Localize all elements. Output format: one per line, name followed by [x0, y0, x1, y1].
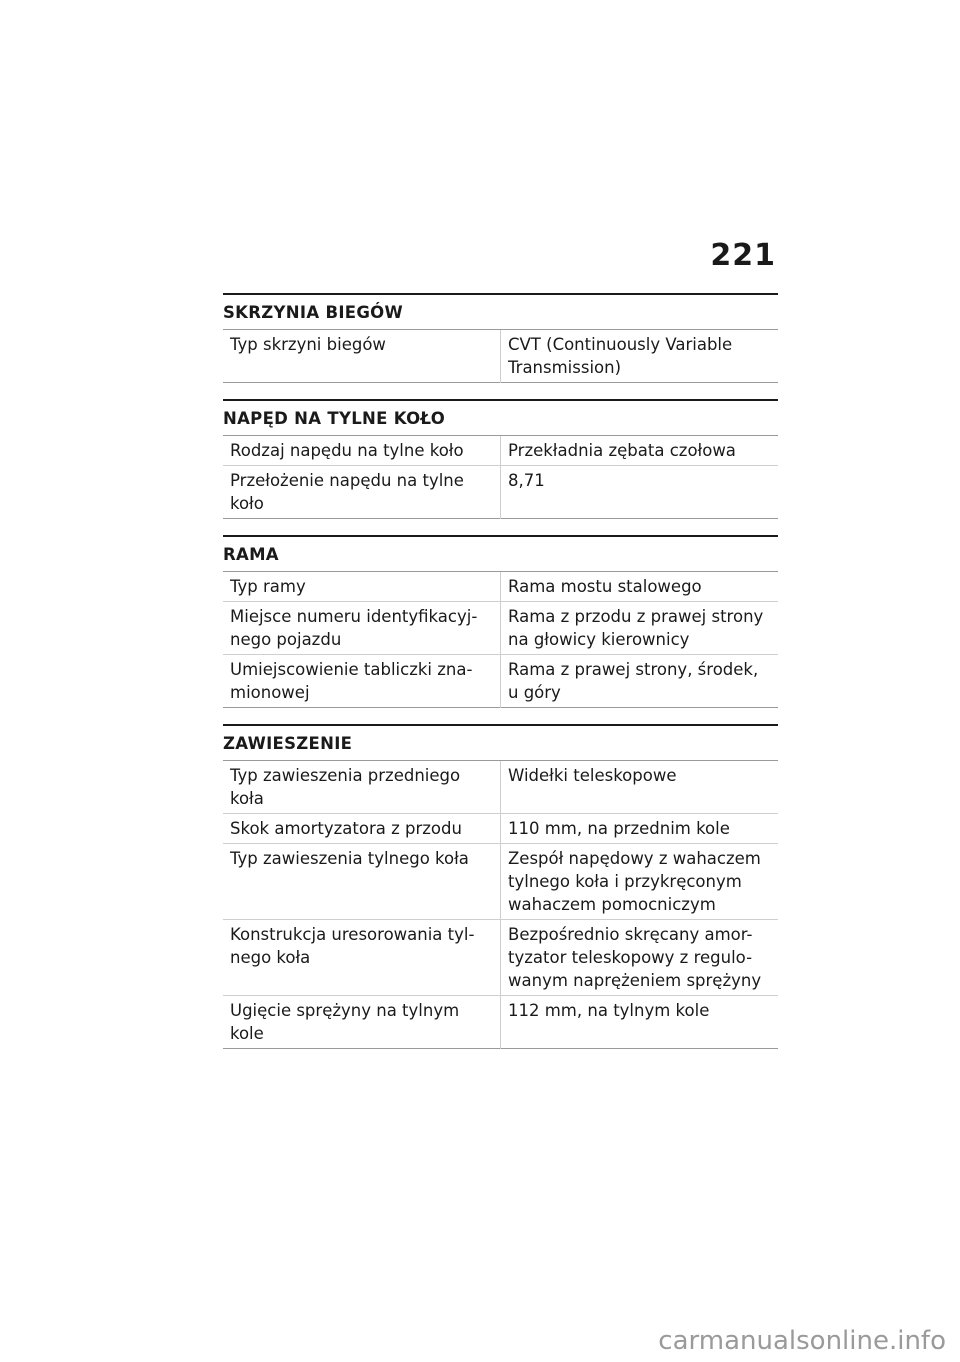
spec-table: [223, 572, 778, 708]
table-row: [223, 466, 778, 519]
spec-value: Przekładnia zębata czołowa: [508, 441, 736, 460]
spec-label: Konstrukcja uresorowania tyl-nego koła: [223, 920, 501, 996]
section-suspension: [223, 724, 778, 1049]
spec-label: Skok amortyzatora z przodu: [223, 814, 501, 844]
spec-table: [223, 436, 778, 519]
spec-value: CVT (Continuously Variable Transmission): [508, 335, 733, 377]
page-number: 221: [710, 238, 776, 273]
table-row: [223, 330, 778, 383]
table-row: [223, 814, 778, 844]
spec-content: [223, 293, 778, 1065]
section-frame: [223, 535, 778, 708]
table-row: [223, 602, 778, 655]
table-row: [223, 655, 778, 708]
spec-label: Przełożenie napędu na tylne koło: [223, 466, 501, 519]
table-row: [223, 761, 778, 814]
table-row: [223, 572, 778, 602]
spec-value: Rama mostu stalowego: [508, 577, 702, 596]
spec-label: Miejsce numeru identyfikacyj-nego pojazdu: [223, 602, 501, 655]
spec-value: 8,71: [501, 466, 779, 519]
section-title: RAMA: [223, 535, 778, 572]
spec-value: Rama z przodu z prawej strony na głowicy kierownicy: [501, 602, 779, 655]
table-row: [223, 844, 778, 920]
table-row: [223, 996, 778, 1049]
section-title: SKRZYNIA BIEGÓW: [223, 293, 778, 330]
spec-label: Ugięcie sprężyny na tylnym kole: [223, 996, 501, 1049]
section-rear-drive: [223, 399, 778, 519]
spec-table: [223, 761, 778, 1049]
spec-value: 110 mm, na przednim kole: [501, 814, 779, 844]
spec-value: Zespół napędowy z wahaczem tylnego koła i przykręconym wahaczem pomocniczym: [501, 844, 779, 920]
spec-label: Typ zawieszenia przedniego koła: [223, 761, 501, 814]
spec-value: Bezpośrednio skręcany amor-tyzator teleskopowy z regulo-wanym naprężeniem sprężyny: [501, 920, 779, 996]
spec-label: Umiejscowienie tabliczki zna-mionowej: [223, 655, 501, 708]
watermark: carmanualsonline.info: [658, 1326, 946, 1356]
spec-value: Widełki teleskopowe: [508, 766, 677, 785]
section-title: NAPĘD NA TYLNE KOŁO: [223, 399, 778, 436]
spec-label: Rodzaj napędu na tylne koło: [223, 436, 501, 466]
table-row: [223, 436, 778, 466]
section-gearbox: [223, 293, 778, 383]
spec-label: Typ ramy: [223, 572, 501, 602]
spec-label: Typ skrzyni biegów: [223, 330, 501, 383]
table-row: [223, 920, 778, 996]
spec-value: Rama z prawej strony, środek, u góry: [501, 655, 779, 708]
spec-value: 112 mm, na tylnym kole: [501, 996, 779, 1049]
spec-table: [223, 330, 778, 383]
spec-label: Typ zawieszenia tylnego koła: [223, 844, 501, 920]
section-title: ZAWIESZENIE: [223, 724, 778, 761]
